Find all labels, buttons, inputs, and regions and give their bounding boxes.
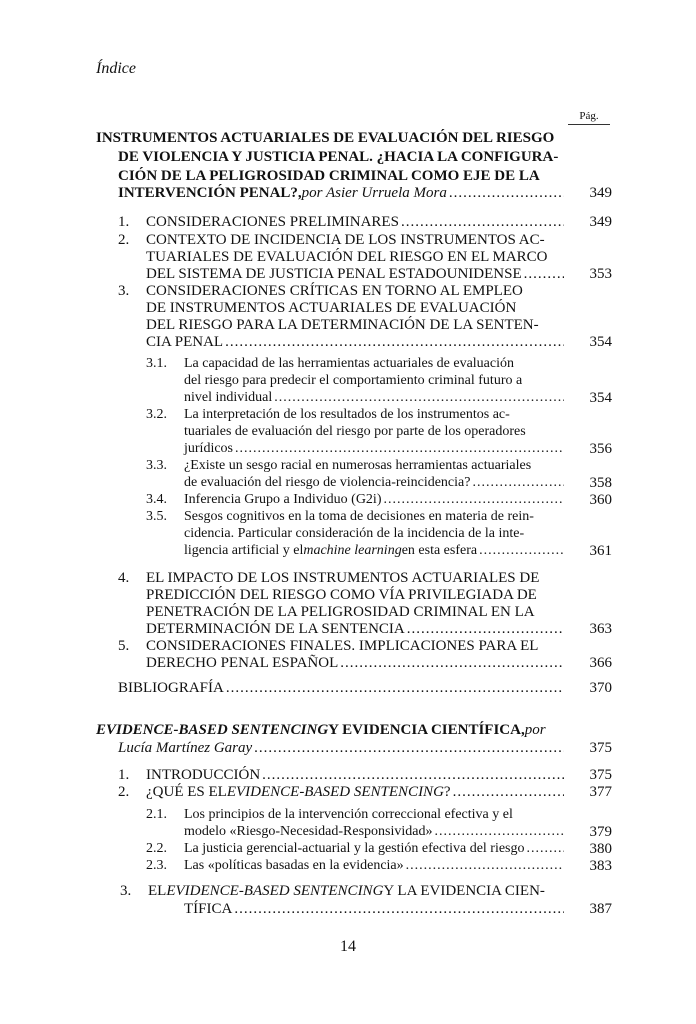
page-number: 358 — [589, 475, 612, 491]
subsection-number: 3.5. — [146, 509, 167, 524]
page-number: 387 — [589, 901, 612, 917]
toc-entry: de evaluación del riesgo de violencia-reincidencia? ..... — [184, 475, 566, 491]
page-number: 360 — [589, 492, 612, 508]
subsection-number: 2.3. — [146, 858, 167, 873]
section-number: 4. — [118, 570, 130, 586]
section-number: 2. — [118, 232, 130, 248]
toc-entry-line: PENETRACIÓN DE LA PELIGROSIDAD CRIMINAL EN LA — [146, 604, 535, 620]
toc-entry-line: DEL RIESGO PARA LA DETERMINACIÓN DE LA SENTEN- — [146, 317, 539, 333]
page-number: 361 — [589, 543, 612, 559]
footer-page-number: 14 — [340, 938, 356, 955]
page-number: 380 — [589, 841, 612, 857]
toc-entry: ligencia artificial y el machine learning en esta esfera ..... — [184, 543, 566, 559]
toc-entry: ¿QUÉ ES EL EVIDENCE-BASED SENTENCING ? ..... — [146, 784, 566, 801]
toc-entry: BIBLIOGRAFÍA ..... — [118, 680, 566, 697]
toc-entry: Inferencia Grupo a Individuo (G2i) ..... — [184, 492, 566, 508]
page-number: 383 — [589, 858, 612, 874]
toc-entry-line: TUARIALES DE EVALUACIÓN DEL RIESGO EN EL MARCO — [146, 249, 548, 265]
toc-entry: DETERMINACIÓN DE LA SENTENCIA ..... — [146, 621, 566, 638]
subsection-number: 2.2. — [146, 841, 167, 856]
toc-entry-line: CONSIDERACIONES CRÍTICAS EN TORNO AL EMPLEO — [146, 283, 523, 299]
toc-entry-line: cidencia. Particular consideración de la incidencia de la inte- — [184, 526, 525, 541]
chapter-title-line: INSTRUMENTOS ACTUARIALES DE EVALUACIÓN DEL RIESGO — [96, 130, 555, 146]
toc-entry-line: Sesgos cognitivos en la toma de decisiones en materia de rein- — [184, 509, 534, 524]
page-number: 375 — [589, 740, 612, 756]
toc-entry: nivel individual ..... — [184, 390, 566, 406]
toc-entry-line: tuariales de evaluación del riesgo por parte de los operadores — [184, 424, 526, 439]
toc-entry-line: Los principios de la intervención correccional efectiva y el — [184, 807, 513, 822]
toc-entry-line: EL EVIDENCE-BASED SENTENCING Y LA EVIDENCIA CIEN- — [148, 883, 545, 899]
toc-entry: CIA PENAL ..... — [146, 334, 566, 351]
toc-entry-line: La capacidad de las herramientas actuariales de evaluación — [184, 356, 514, 371]
page-number: 356 — [589, 441, 612, 457]
page-number: 354 — [589, 334, 612, 350]
page-column-label: Pág. — [568, 110, 610, 125]
subsection-number: 3.1. — [146, 356, 167, 371]
page-number: 354 — [589, 390, 612, 406]
toc-entry-line: EL IMPACTO DE LOS INSTRUMENTOS ACTUARIALES DE — [146, 570, 540, 586]
toc-entry-line: DE INSTRUMENTOS ACTUARIALES DE EVALUACIÓN — [146, 300, 517, 316]
page-number: 377 — [589, 784, 612, 800]
page-number: 366 — [589, 655, 612, 671]
running-header: Índice — [96, 60, 136, 77]
toc-entry: modelo «Riesgo-Necesidad-Responsividad» ..... — [184, 824, 566, 840]
toc-entry: Las «políticas basadas en la evidencia» ..... — [184, 858, 566, 874]
page-number: 375 — [589, 767, 612, 783]
page-number: 349 — [589, 185, 612, 201]
toc-entry-line: PREDICCIÓN DEL RIESGO COMO VÍA PRIVILEGIADA DE — [146, 587, 537, 603]
toc-entry: TÍFICA ..... — [184, 901, 566, 918]
page-number: 349 — [589, 214, 612, 230]
chapter-title-line: Lucía Martínez Garay ..... — [118, 740, 566, 757]
page-number: 370 — [589, 680, 612, 696]
toc-entry-line: La interpretación de los resultados de los instrumentos ac- — [184, 407, 510, 422]
chapter-title-line: EVIDENCE-BASED SENTENCING Y EVIDENCIA CIENTÍFICA, por — [96, 722, 546, 738]
section-number: 1. — [118, 767, 130, 783]
toc-entry-line: CONSIDERACIONES FINALES. IMPLICACIONES PARA EL — [146, 638, 539, 654]
toc-entry: DEL SISTEMA DE JUSTICIA PENAL ESTADOUNIDENSE ..... — [146, 266, 566, 283]
subsection-number: 2.1. — [146, 807, 167, 822]
chapter-title-line: CIÓN DE LA PELIGROSIDAD CRIMINAL COMO EJE DE LA — [118, 168, 540, 184]
toc-entry-line: del riesgo para predecir el comportamiento criminal futuro a — [184, 373, 523, 388]
subsection-number: 3.3. — [146, 458, 167, 473]
subsection-number: 3.2. — [146, 407, 167, 422]
toc-entry: jurídicos ..... — [184, 441, 566, 457]
subsection-number: 3.4. — [146, 492, 167, 507]
toc-entry-line: CONTEXTO DE INCIDENCIA DE LOS INSTRUMENTOS AC- — [146, 232, 545, 248]
section-number: 3. — [120, 883, 132, 899]
section-number: 2. — [118, 784, 130, 800]
section-number: 3. — [118, 283, 130, 299]
section-number: 1. — [118, 214, 130, 230]
chapter-title-line: INTERVENCIÓN PENAL?, por Asier Urruela Mora ..... — [118, 185, 566, 202]
toc-entry: CONSIDERACIONES PRELIMINARES ..... — [146, 214, 566, 231]
toc-entry: INTRODUCCIÓN ..... — [146, 767, 566, 784]
section-number: 5. — [118, 638, 130, 654]
toc-entry: DERECHO PENAL ESPAÑOL ..... — [146, 655, 566, 672]
chapter-title-line: DE VIOLENCIA Y JUSTICIA PENAL. ¿HACIA LA CONFIGURA- — [118, 149, 559, 165]
toc-entry: La justicia gerencial-actuarial y la gestión efectiva del riesgo ..... — [184, 841, 566, 857]
page-number: 379 — [589, 824, 612, 840]
toc-entry-line: ¿Existe un sesgo racial en numerosas herramientas actuariales — [184, 458, 532, 473]
page-number: 353 — [589, 266, 612, 282]
page-number: 363 — [589, 621, 612, 637]
